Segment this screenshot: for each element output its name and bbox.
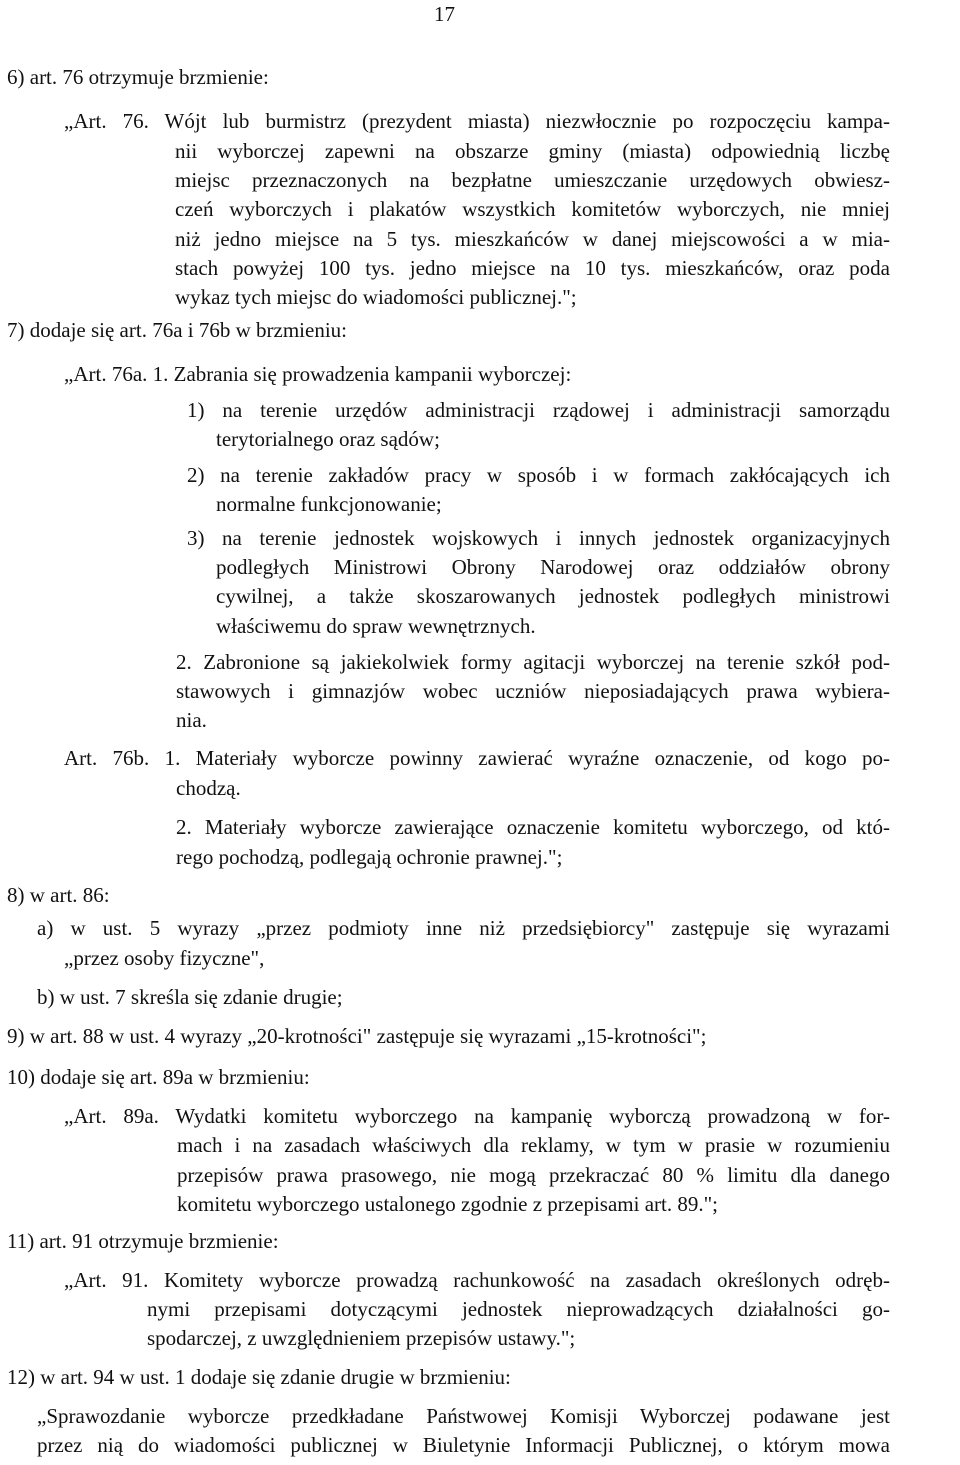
text-line: 10) dodaje się art. 89a w brzmieniu: bbox=[7, 1065, 310, 1089]
text-line: „przez osoby fizyczne", bbox=[64, 946, 265, 970]
text-line: mach i na zasadach właściwych dla reklamy, w tym w prasie w rozumieniu bbox=[177, 1133, 890, 1157]
text-line: 1) na terenie urzędów administracji rządowej i administracji samorządu bbox=[187, 398, 890, 422]
text-line: nii wyborczej zapewni na obszarze gminy (miasta) odpowiednią liczbę bbox=[175, 139, 890, 163]
text-line: stawowych i gimnazjów wobec uczniów nieposiadających prawa wybiera- bbox=[176, 679, 890, 703]
text-line: „Sprawozdanie wyborcze przedkładane Państwowej Komisji Wyborczej podawane jest bbox=[37, 1404, 890, 1428]
text-line: „Art. 89a. Wydatki komitetu wyborczego na kampanię wyborczą prowadzoną w for- bbox=[64, 1104, 890, 1128]
text-line: nia. bbox=[176, 708, 207, 732]
text-line: Art. 76b. 1. Materiały wyborcze powinny zawierać wyraźne oznaczenie, od kogo po- bbox=[64, 746, 890, 770]
text-line: „Art. 76. Wójt lub burmistrz (prezydent miasta) niezwłocznie po rozpoczęciu kampa- bbox=[64, 109, 890, 133]
text-line: nymi przepisami dotyczącymi jednostek nieprowadzących działalności go- bbox=[147, 1297, 890, 1321]
text-line: 3) na terenie jednostek wojskowych i innych jednostek organizacyjnych bbox=[187, 526, 890, 550]
text-line: 2) na terenie zakładów pracy w sposób i w formach zakłócających ich bbox=[187, 463, 890, 487]
text-line: przez nią do wiadomości publicznej w Biuletynie Informacji Publicznej, o którym mowa bbox=[37, 1433, 890, 1457]
page-number: 17 bbox=[434, 2, 455, 26]
text-line: 11) art. 91 otrzymuje brzmienie: bbox=[7, 1229, 279, 1253]
text-line: „Art. 76a. 1. Zabrania się prowadzenia kampanii wyborczej: bbox=[64, 362, 572, 386]
text-line: 6) art. 76 otrzymuje brzmienie: bbox=[7, 65, 269, 89]
text-line: czeń wyborczych i plakatów wszystkich komitetów wyborczych, nie mniej bbox=[175, 197, 890, 221]
text-line: spodarczej, z uwzględnieniem przepisów ustawy."; bbox=[147, 1326, 576, 1350]
text-line: komitetu wyborczego ustalonego zgodnie z przepisami art. 89."; bbox=[177, 1192, 718, 1216]
text-line: właściwemu do spraw wewnętrznych. bbox=[216, 614, 536, 638]
text-line: rego pochodzą, podlegają ochronie prawnej."; bbox=[176, 845, 563, 869]
text-line: normalne funkcjonowanie; bbox=[216, 492, 442, 516]
text-line: wykaz tych miejsc do wiadomości publicznej."; bbox=[175, 285, 577, 309]
text-line: przepisów prawa prasowego, nie mogą przekraczać 80 % limitu dla danego bbox=[177, 1163, 890, 1187]
text-line: cywilnej, a także skoszarowanych jednostek podległych ministrowi bbox=[216, 584, 890, 608]
text-line: 2. Zabronione są jakiekolwiek formy agitacji wyborczej na terenie szkół pod- bbox=[176, 650, 890, 674]
text-line: miejsc przeznaczonych na bezpłatne umieszczanie urzędowych obwiesz- bbox=[175, 168, 890, 192]
text-line: niż jedno miejsce na 5 tys. mieszkańców w danej miejscowości a w mia- bbox=[175, 227, 890, 251]
text-line: chodzą. bbox=[176, 776, 241, 800]
text-line: stach powyżej 100 tys. jedno miejsce na 10 tys. mieszkańców, oraz poda bbox=[175, 256, 890, 280]
text-line: „Art. 91. Komitety wyborcze prowadzą rachunkowość na zasadach określonych odręb- bbox=[64, 1268, 890, 1292]
text-line: terytorialnego oraz sądów; bbox=[216, 427, 440, 451]
text-line: b) w ust. 7 skreśla się zdanie drugie; bbox=[37, 985, 343, 1009]
text-line: 12) w art. 94 w ust. 1 dodaje się zdanie drugie w brzmieniu: bbox=[7, 1365, 511, 1389]
text-line: 9) w art. 88 w ust. 4 wyrazy „20-krotności" zastępuje się wyrazami „15-krotności"; bbox=[7, 1024, 707, 1048]
text-line: 8) w art. 86: bbox=[7, 883, 110, 907]
text-line: podległych Ministrowi Obrony Narodowej oraz oddziałów obrony bbox=[216, 555, 890, 579]
text-line: 2. Materiały wyborcze zawierające oznaczenie komitetu wyborczego, od któ- bbox=[176, 815, 890, 839]
text-line: a) w ust. 5 wyrazy „przez podmioty inne niż przedsiębiorcy" zastępuje się wyrazami bbox=[37, 916, 890, 940]
text-line: 7) dodaje się art. 76a i 76b w brzmieniu: bbox=[7, 318, 347, 342]
